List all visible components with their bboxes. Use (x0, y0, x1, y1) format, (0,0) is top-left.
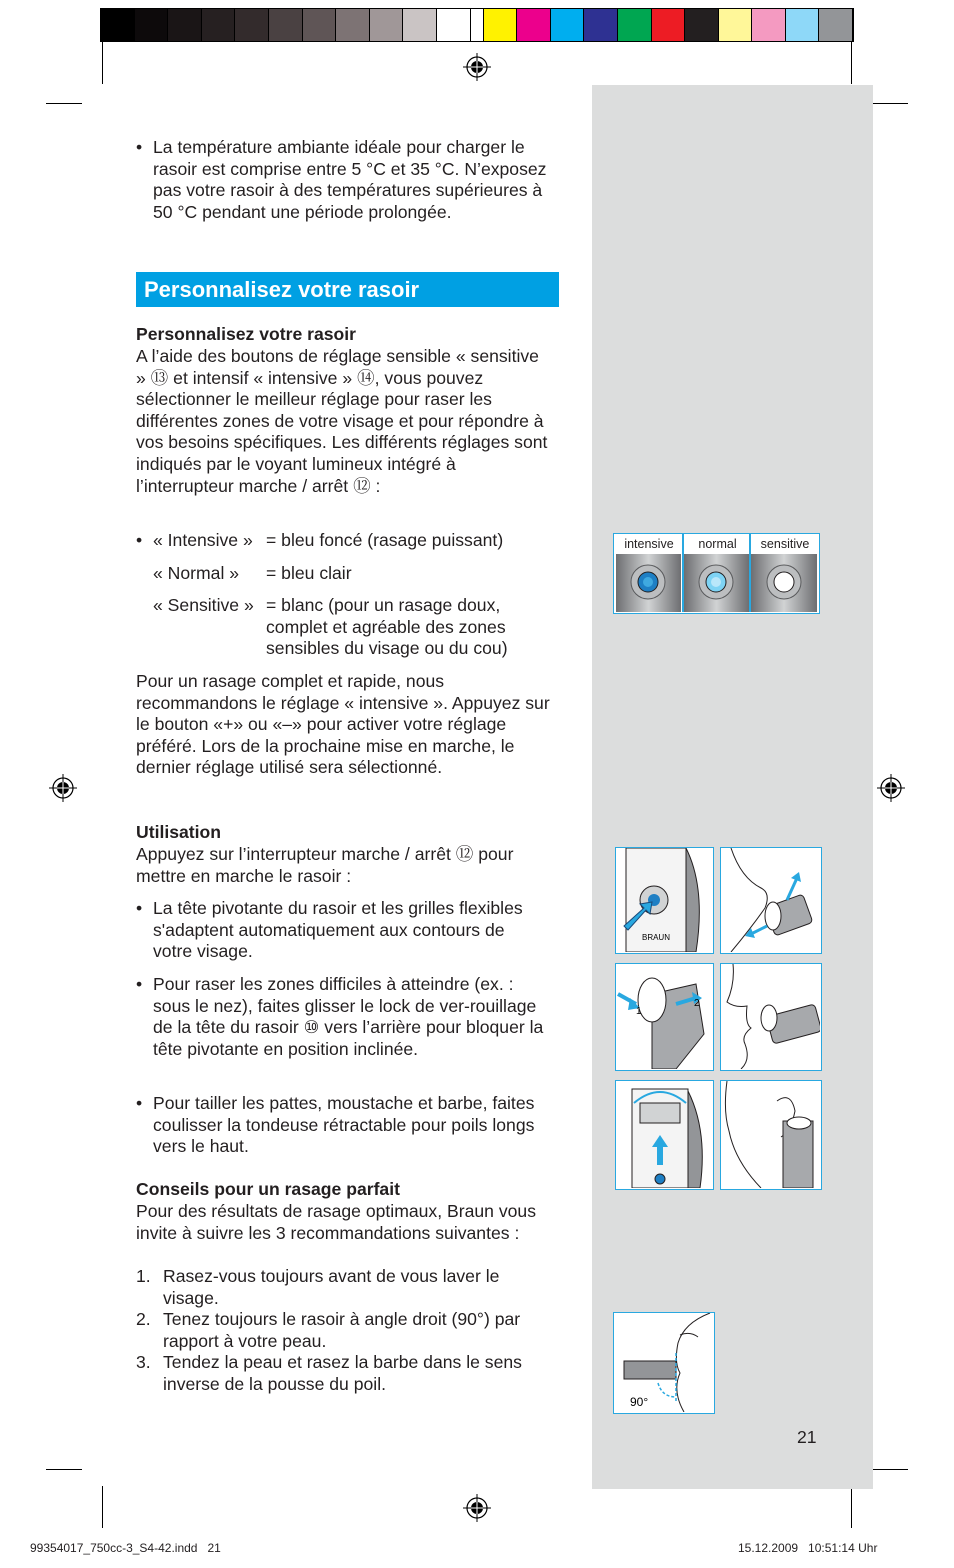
setting-desc-sensitive: = blanc (pour un rasage doux, complet et agréable des zones sensibles du visage ou du cou) (266, 595, 508, 659)
setting-desc-intensive: = bleu foncé (rasage puissant) (266, 530, 504, 550)
sideburn-trim-icon (721, 1081, 820, 1188)
under-nose-icon (721, 964, 820, 1069)
page-number: 21 (797, 1427, 817, 1447)
setting-name-sensitive: « Sensitive » (153, 595, 254, 615)
color-swatch (370, 9, 404, 41)
shaver-led-icon (614, 554, 818, 612)
tips-heading: Conseils pour un rasage parfait (136, 1179, 400, 1199)
figure-lock-head (615, 963, 714, 1071)
bullet-marker: • (136, 137, 143, 157)
print-color-bar (100, 8, 854, 42)
setting-label-sensitive: sensitive (760, 537, 810, 551)
footer-file-info: 99354017_750cc-3_S4-42.indd 21 (30, 1541, 221, 1555)
crop-mark (46, 1469, 82, 1470)
color-swatch (403, 9, 437, 41)
crop-mark (102, 42, 103, 84)
usage-heading: Utilisation (136, 822, 222, 842)
angle-label: 90° (630, 1395, 649, 1409)
figure-trimmer-up (615, 1080, 714, 1190)
color-swatch (652, 9, 686, 41)
usage-bullet-3: Pour tailler les pattes, moustache et barbe, faites coulisser la tondeuse rétractable pour poils longs vers le haut. (153, 1093, 535, 1157)
tip-text: Tendez la peau et rasez la barbe dans le sens inverse de la pousse du poil. (163, 1352, 522, 1394)
lock-slide-icon (616, 964, 712, 1069)
registration-mark-icon (876, 773, 906, 803)
crop-mark (851, 42, 852, 84)
personalize-recommendation: Pour un rasage complet et rapide, nous recommandons le réglage « intensive ». Appuyez sur le bouton «+» ou «–» pour activer votre réglage préféré. Lors de la prochaine mise en marche, le dernier réglage utilisé sera sélectionné. (136, 671, 550, 778)
setting-name-intensive: « Intensive » (153, 530, 253, 550)
color-swatch (819, 9, 853, 41)
tip-number: 1. (136, 1266, 151, 1286)
crop-mark (102, 1486, 103, 1528)
color-swatch (551, 9, 585, 41)
settings-figure (613, 533, 820, 614)
bullet-marker: • (136, 1093, 143, 1113)
footer-timestamp: 15.12.2009 10:51:14 Uhr (738, 1541, 878, 1555)
figure-under-nose (720, 963, 822, 1071)
bullet-marker: • (136, 898, 143, 918)
figure-trim-sideburns (720, 1080, 822, 1190)
crop-mark (46, 103, 82, 104)
color-swatch (168, 9, 202, 41)
right-angle-icon (614, 1313, 713, 1412)
setting-label-intensive: intensive (624, 537, 674, 551)
color-bar-gap (471, 9, 484, 41)
crop-mark (872, 1469, 908, 1470)
color-swatch (336, 9, 370, 41)
figure-press-switch (615, 847, 714, 954)
tip-number: 3. (136, 1352, 151, 1372)
color-swatch (719, 9, 753, 41)
tip-text: Rasez-vous toujours avant de vous laver le visage. (163, 1266, 500, 1308)
color-swatch (135, 9, 169, 41)
color-swatch (101, 9, 135, 41)
crop-mark (872, 103, 908, 104)
section-header (136, 272, 559, 307)
bullet-marker: • (136, 974, 143, 994)
color-swatch (685, 9, 719, 41)
registration-mark-icon (462, 52, 492, 82)
personalize-body: A l’aide des boutons de réglage sensible « sensitive » ⑬ et intensif « intensive » ⑭, vous pouvez sélectionner le meilleur réglage pour raser les différentes zones de votre visage et pour répondre à vos besoins spécifiques. Les différents réglages sont indiqués par le voyant lumineux intégré à l’interrupteur marche / arrêt ⑫ : (136, 346, 548, 496)
color-swatch (484, 9, 518, 41)
section-title: Personnalisez votre rasoir (144, 277, 420, 302)
figure-right-angle (613, 1312, 715, 1414)
setting-desc-normal: = bleu clair (266, 563, 352, 583)
color-swatch (303, 9, 337, 41)
color-swatch (752, 9, 786, 41)
bullet-marker: • (136, 530, 143, 550)
tip-text: Tenez toujours le rasoir à angle droit (90°) par rapport à votre peau. (163, 1309, 521, 1351)
personalize-heading: Personnalisez votre rasoir (136, 324, 357, 344)
color-swatch (202, 9, 236, 41)
color-swatch (437, 9, 471, 41)
illustration-column (592, 85, 873, 1489)
color-swatch (584, 9, 618, 41)
color-swatch (618, 9, 652, 41)
usage-bullet-1: La tête pivotante du rasoir et les grilles flexibles s'adaptent automatiquement aux contours de votre visage. (153, 898, 523, 962)
setting-name-normal: « Normal » (153, 563, 240, 583)
color-swatch (786, 9, 820, 41)
trimmer-icon (616, 1081, 712, 1188)
color-swatch (517, 9, 551, 41)
setting-label-normal: normal (698, 537, 737, 551)
tip-number: 2. (136, 1309, 151, 1329)
figure-pivot-head (720, 847, 822, 954)
color-swatch (269, 9, 303, 41)
intro-bullet-text: La température ambiante idéale pour charger le rasoir est comprise entre 5 °C et 35 °C. N’exposez pas votre rasoir à des températures supérieures à 50 °C pendant une période prolongée. (153, 137, 547, 222)
step-number: 1 (636, 1006, 642, 1017)
color-swatch (235, 9, 269, 41)
tips-intro: Pour des résultats de rasage optimaux, Braun vous invite à suivre les 3 recommandations suivantes : (136, 1201, 536, 1243)
shaver-switch-icon (616, 848, 712, 952)
face-shaving-icon (721, 848, 820, 952)
usage-bullet-2: Pour raser les zones difficiles à atteindre (ex. : sous le nez), faites glisser le lock de ver-rouillage de la tête du rasoir ⑩ vers l’arrière pour bloquer la tête pivotante en position inclinée. (153, 974, 544, 1059)
crop-mark (851, 1486, 852, 1528)
registration-mark-icon (462, 1493, 492, 1523)
step-number: 2 (694, 998, 700, 1009)
usage-intro: Appuyez sur l’interrupteur marche / arrêt ⑫ pour mettre en marche le rasoir : (136, 844, 514, 886)
brand-logo: BRAUN (641, 933, 671, 942)
registration-mark-icon (48, 773, 78, 803)
